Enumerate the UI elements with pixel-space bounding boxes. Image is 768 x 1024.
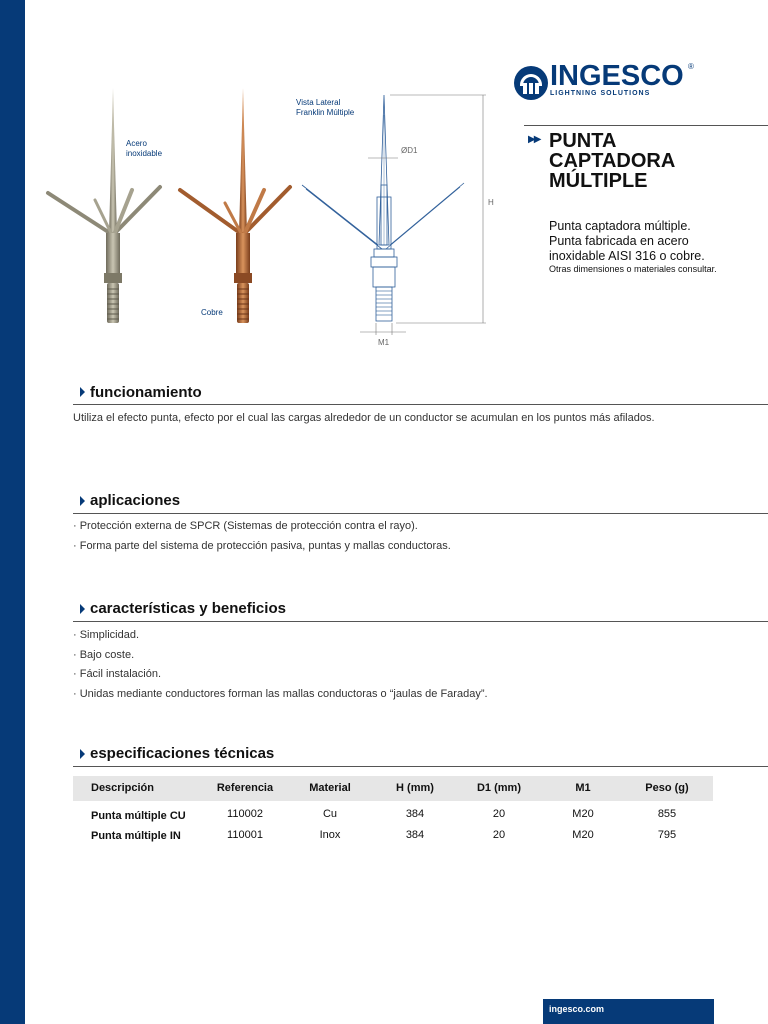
footer-bar (543, 999, 714, 1024)
title-divider (524, 125, 768, 126)
heading-funcionamiento: funcionamiento (90, 384, 202, 401)
product-title: PUNTA CAPTADORA MÚLTIPLE (549, 130, 676, 192)
cell-referencia: 110002 (227, 808, 263, 820)
logo-registered-mark: ® (688, 62, 694, 71)
logo-tagline: LIGHTNING SOLUTIONS (550, 90, 651, 97)
list-item: · Forma parte del sistema de protección pasiva, puntas y mallas conductoras. (73, 539, 451, 552)
product-note: Otras dimensiones o materiales consultar. (549, 264, 717, 274)
divider-funcionamiento (73, 404, 768, 405)
label-vista-lateral: Vista Lateral Franklin Múltiple (296, 98, 355, 117)
heading-aplicaciones: aplicaciones (90, 492, 181, 509)
cell-h: 384 (405, 808, 425, 820)
header-material: Material (309, 782, 351, 794)
list-caracteristicas (73, 626, 488, 704)
divider-caracteristicas (73, 621, 768, 622)
list-aplicaciones (73, 517, 451, 556)
divider-especificaciones (73, 766, 768, 767)
ingesco-logo (514, 62, 704, 102)
list-item: · Unidas mediante conductores forman las mallas conductoras o “jaulas de Faraday”. (73, 687, 488, 700)
cell-d1: 20 (492, 829, 506, 841)
cell-descripcion: Punta múltiple IN (91, 830, 181, 842)
product-description: Punta captadora múltiple. Punta fabricada en acero inoxidable AISI 316 o cobre. (549, 219, 705, 263)
header-d1: D1 (mm) (476, 782, 521, 794)
label-acero-inoxidable: Acero inoxidable (126, 139, 163, 158)
logo-emblem-icon (514, 66, 548, 100)
cell-m1: M20 (572, 829, 594, 841)
product-illustration (40, 85, 500, 355)
header-m1: M1 (575, 782, 591, 794)
technical-drawing (302, 95, 464, 321)
steel-air-terminal (48, 88, 163, 323)
cell-descripcion: Punta múltiple CU (91, 810, 186, 822)
list-item: · Simplicidad. (73, 629, 140, 641)
cell-peso: 795 (657, 829, 677, 841)
text-funcionamiento: Utiliza el efecto punta, efecto por el cual las cargas alrededor de un conductor se acumulan en los puntos más afilados. (73, 412, 655, 424)
header-peso: Peso (g) (645, 782, 689, 794)
list-item: · Bajo coste. (73, 648, 135, 661)
cell-material: Cu (322, 808, 338, 820)
heading-especificaciones: especificaciones técnicas (90, 745, 275, 762)
dim-d1-label: ØD1 (401, 146, 418, 155)
left-accent-bar (0, 0, 25, 1024)
cell-h: 384 (405, 829, 425, 841)
section-bullet-icon (80, 496, 85, 506)
header-h: H (mm) (396, 782, 434, 794)
heading-caracteristicas: características y beneficios (90, 600, 286, 617)
cell-m1: M20 (572, 808, 594, 820)
header-referencia: Referencia (216, 782, 274, 794)
cell-material: Inox (319, 829, 341, 841)
copper-air-terminal (180, 88, 290, 323)
divider-aplicaciones (73, 513, 768, 514)
logo-wordmark: INGESCO (550, 60, 684, 92)
dim-m1-label: M1 (378, 338, 390, 347)
section-bullet-icon (80, 749, 85, 759)
header-descripcion: Descripción (91, 782, 154, 794)
section-bullet-icon (80, 387, 85, 397)
product-images (40, 85, 500, 355)
section-bullet-icon (80, 604, 85, 614)
table-header-row (73, 776, 713, 801)
dim-h-label: H (488, 198, 494, 207)
list-item: · Fácil instalación. (73, 668, 162, 680)
cell-d1: 20 (492, 808, 506, 820)
double-arrow-icon: ▶▶ (528, 134, 540, 145)
cell-referencia: 110001 (227, 829, 263, 841)
cell-peso: 855 (657, 808, 677, 820)
label-cobre: Cobre (201, 308, 223, 317)
list-item: · Protección externa de SPCR (Sistemas de protección contra el rayo). (73, 520, 418, 532)
footer-url[interactable]: ingesco.com (549, 1004, 605, 1014)
